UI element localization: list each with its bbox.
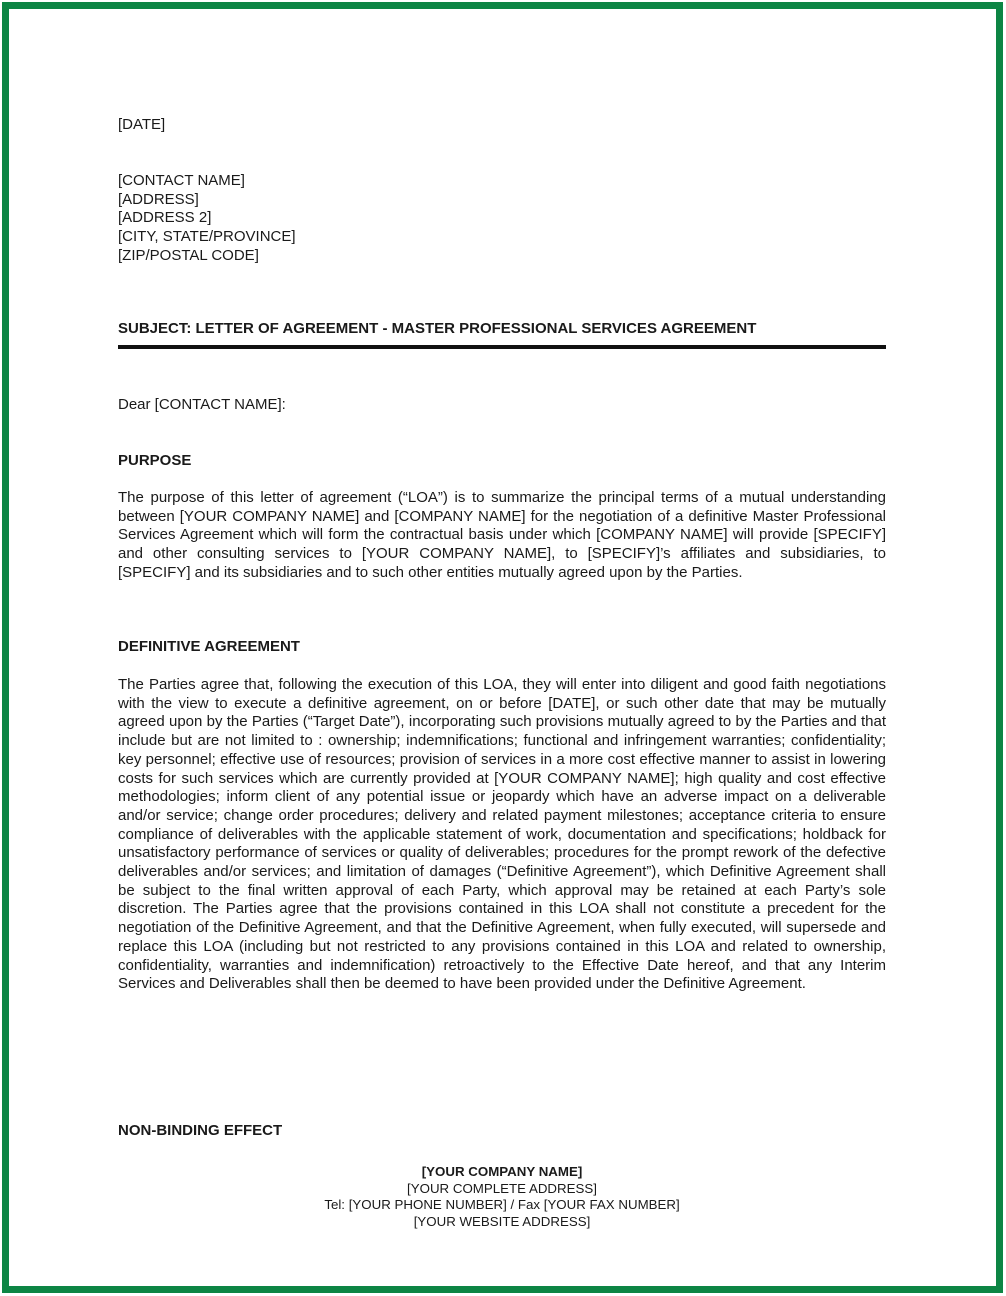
section-heading-non-binding-effect: NON-BINDING EFFECT xyxy=(118,1122,283,1139)
subject-line: SUBJECT: LETTER OF AGREEMENT - MASTER PROFESSIONAL SERVICES AGREEMENT xyxy=(118,320,757,337)
section-heading-purpose: PURPOSE xyxy=(118,452,192,469)
recipient-address: [ADDRESS] xyxy=(118,190,199,208)
salutation: Dear [CONTACT NAME]: xyxy=(118,396,286,413)
recipient-zip: [ZIP/POSTAL CODE] xyxy=(118,246,259,264)
company-footer-block xyxy=(118,1164,886,1231)
section-body-definitive-agreement: The Parties agree that, following the execution of this LOA, they will enter into diligent and good faith negotiations with the view to execute a definitive agreement, on or before [DATE], or such other date that may be mutually agreed upon by the Parties (“Target Date”), incorporating such provisions mutually agreed to by the Parties and that include but are not limited to : ownership; indemnifications; functional and infringement warranties; confidentiality; key personnel; effective use of resources; provision of services in a more cost effective manner to assist in lowering costs for such services which are currently provided at [YOUR COMPANY NAME]; high quality and cost effective methodologies; inform client of any potential issue or jeopardy which have an adverse impact on a deliverable and/or service; change order procedures; delivery and related payment milestones; acceptance criteria to ensure compliance of deliverables with the applicable statement of work, documentation and specifications; holdback for unsatisfactory performance of services or quality of deliverables; procedures for the prompt rework of the defective deliverables and/or services; and limitation of damages (“Definitive Agreement”), which Definitive Agreement shall be subject to the final written approval of each Party, which approval may be retained at each Party’s sole discretion. The Parties agree that the provisions contained in this LOA shall not constitute a precedent for the negotiation of the Definitive Agreement, and that the Definitive Agreement, when fully executed, will supersede and replace this LOA (including but not restricted to any provisions contained in this LOA and related to ownership, confidentiality, warranties and indemnification) retroactively to the Effective Date hereof, and that any Interim Services and Deliverables shall then be deemed to have been provided under the Definitive Agreement. xyxy=(118,676,886,993)
footer-tel-fax: Tel: [YOUR PHONE NUMBER] / Fax [YOUR FAX NUMBER] xyxy=(324,1197,680,1213)
footer-website: [YOUR WEBSITE ADDRESS] xyxy=(413,1214,591,1230)
recipient-city-state: [CITY, STATE/PROVINCE] xyxy=(118,228,296,246)
recipient-address2: [ADDRESS 2] xyxy=(118,209,212,227)
subject-underline-rule xyxy=(118,345,886,349)
footer-company-address: [YOUR COMPLETE ADDRESS] xyxy=(407,1180,597,1196)
recipient-address-block xyxy=(118,172,886,266)
recipient-contact-name: [CONTACT NAME] xyxy=(118,172,245,189)
section-heading-definitive-agreement: DEFINITIVE AGREEMENT xyxy=(118,638,300,655)
letter-document xyxy=(118,0,886,1296)
footer-company-name: [YOUR COMPANY NAME] xyxy=(421,1164,583,1179)
section-body-purpose: The purpose of this letter of agreement (“LOA”) is to summarize the principal terms of a mutual understanding between [YOUR COMPANY NAME] and [COMPANY NAME] for the negotiation of a definitive Master Professional Services Agreement which will form the contractual basis under which [COMPANY NAME] will provide [SPECIFY] and other consulting services to [YOUR COMPANY NAME], to [SPECIFY]’s affiliates and subsidiaries, to [SPECIFY] and its subsidiaries and to such other entities mutually agreed upon by the Parties. xyxy=(118,489,886,581)
date-placeholder: [DATE] xyxy=(118,116,166,133)
